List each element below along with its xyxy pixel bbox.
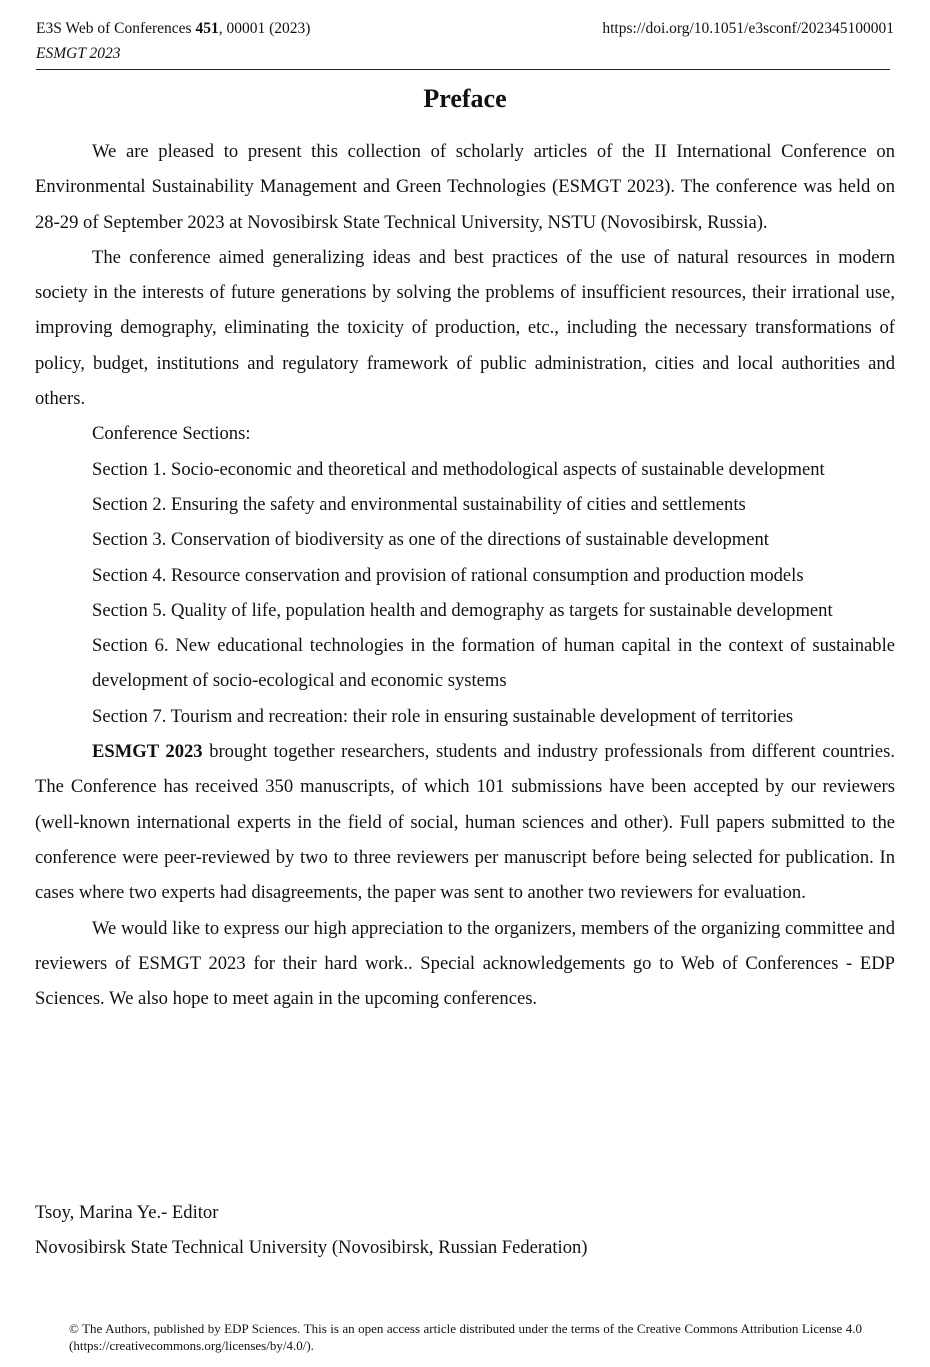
sections-heading: Conference Sections: (92, 423, 251, 445)
summary-paragraph (35, 734, 895, 910)
section-item: Section 1. Socio-economic and theoretical and methodological aspects of sustainable development (92, 458, 825, 480)
signature-block (35, 1195, 587, 1266)
section-item: Section 6. New educational technologies in the formation of human capital in the context of sustainable development of socio-ecological and economic systems (92, 635, 895, 692)
header-divider (36, 69, 890, 70)
article-number: , 00001 (218, 20, 270, 37)
journal-volume: 451 (195, 20, 219, 37)
section-item: Section 7. Tourism and recreation: their role in ensuring sustainable development of territories (92, 705, 794, 727)
section-item: Section 3. Conservation of biodiversity as one of the directions of sustainable development (92, 529, 769, 551)
editor-affiliation: Novosibirsk State Technical University (Novosibirsk, Russian Federation) (35, 1237, 588, 1259)
page-title: Preface (423, 84, 507, 113)
doi-link[interactable]: https://doi.org/10.1051/e3sconf/202345100001 (602, 20, 894, 37)
acknowledgements-paragraph: We would like to express our high appreciation to the organizers, members of the organizing committee and reviewers of ESMGT 2023 for their hard work.. Special acknowledgements go to Web of Conferences - EDP Sciences. We also hope to meet again in the upcoming conferences. (35, 917, 895, 1010)
license-footer: © The Authors, published by EDP Sciences. This is an open access article distributed under the terms of the Creative Commons Attribution License 4.0 (https://creativecommons.org/licenses/by/4.0/). (69, 1321, 862, 1353)
intro-paragraph: We are pleased to present this collection of scholarly articles of the II International Conference on Environmental Sustainability Management and Green Technologies (ESMGT 2023). The conference was held on 28-29 of September 2023 at Novosibirsk State Technical University, NSTU (Novosibirsk, Russia). (35, 141, 895, 233)
section-item: Section 2. Ensuring the safety and environmental sustainability of cities and settlements (92, 493, 746, 515)
journal-name: E3S Web of Conferences (36, 20, 196, 37)
summary-text: brought together researchers, students and industry professionals from different countries. The Conference has received 350 manuscripts, of which 101 submissions have been accepted by our reviewers (well-known international experts in the field of social, human sciences and other). Full papers submitted to the conference were peer-reviewed by two to three reviewers per manuscript before being selected for publication. In cases where two experts had disagreements, the paper was sent to another two reviewers for evaluation. (35, 741, 895, 904)
journal-citation (36, 19, 310, 39)
section-item: Section 5. Quality of life, population health and demography as targets for sustainable development (92, 599, 833, 621)
publication-year: (2023) (269, 20, 311, 37)
conference-acronym: ESMGT 2023 (92, 741, 203, 763)
conference-name: ESMGT 2023 (36, 45, 121, 62)
section-item: Section 4. Resource conservation and provision of rational consumption and production models (92, 564, 804, 586)
aim-paragraph: The conference aimed generalizing ideas and best practices of the use of natural resources in modern society in the interests of future generations by solving the problems of insufficient resources, their irrational use, improving demography, eliminating the toxicity of production, etc., including the necessary transformations of policy, budget, institutions and regulatory framework of public administration, cities and local authorities and others. (35, 246, 895, 410)
editor-name: Tsoy, Marina Ye.- Editor (35, 1202, 219, 1223)
preface-body (35, 134, 895, 1016)
